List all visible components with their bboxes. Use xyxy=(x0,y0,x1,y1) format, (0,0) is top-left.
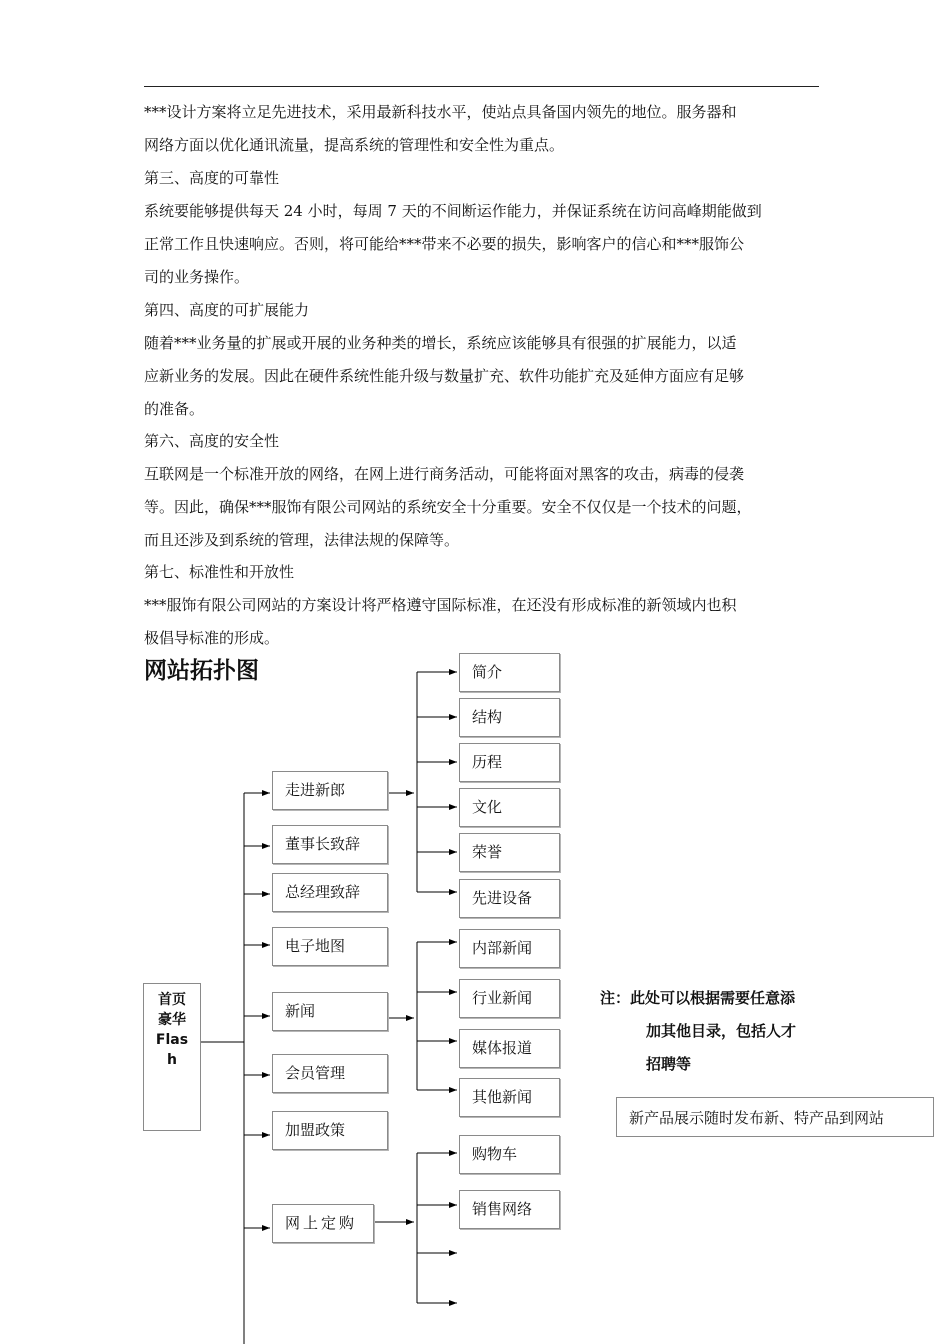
section-heading: 第七、标准性和开放性 xyxy=(144,563,295,581)
node-other-news: 其他新闻 xyxy=(459,1078,560,1117)
node-franchise: 加盟政策 xyxy=(272,1111,388,1150)
home-node-line: h xyxy=(167,1052,177,1068)
node-honors: 荣誉 xyxy=(459,833,560,872)
node-sales-network: 销售网络 xyxy=(459,1190,560,1229)
node-members: 会员管理 xyxy=(272,1054,388,1093)
diagram-note xyxy=(600,982,796,1081)
body-text-line: ***服饰有限公司网站的方案设计将严格遵守国际标准，在还没有形成标准的新领域内也积 xyxy=(144,596,737,614)
node-cart: 购物车 xyxy=(459,1135,560,1174)
note-line: 加其他目录，包括人才 xyxy=(646,1022,797,1040)
body-text-line: 司的业务操作。 xyxy=(144,268,250,286)
node-history: 历程 xyxy=(459,743,560,782)
diagram-title: 网站拓扑图 xyxy=(144,658,259,684)
body-text-line: 而且还涉及到系统的管理，法律法规的保障等。 xyxy=(144,531,460,549)
home-node-line: Flas xyxy=(155,1032,189,1048)
node-chairman-speech: 董事长致辞 xyxy=(272,825,388,864)
node-culture: 文化 xyxy=(459,788,560,827)
node-gm-speech: 总经理致辞 xyxy=(272,873,388,912)
body-text-line: 网络方面以优化通讯流量，提高系统的管理性和安全性为重点。 xyxy=(144,136,565,154)
body-text-line: ***设计方案将立足先进技术，采用最新科技水平，使站点具备国内领先的地位。服务器和 xyxy=(144,103,737,121)
body-text-line: 正常工作且快速响应。否则，将可能给***带来不必要的损失，影响客户的信心和***服饰公 xyxy=(144,235,745,253)
node-intro: 简介 xyxy=(459,653,560,692)
node-media-reports: 媒体报道 xyxy=(459,1029,560,1068)
section-heading: 第四、高度的可扩展能力 xyxy=(144,301,310,319)
home-node-line: 首页 xyxy=(158,992,186,1008)
node-structure: 结构 xyxy=(459,698,560,737)
node-industry-news: 行业新闻 xyxy=(459,979,560,1018)
node-online-order: 网上定购 xyxy=(272,1204,374,1243)
node-e-map: 电子地图 xyxy=(272,927,388,966)
node-internal-news: 内部新闻 xyxy=(459,929,560,968)
home-node xyxy=(143,983,201,1131)
section-heading: 第六、高度的安全性 xyxy=(144,432,280,450)
body-text-line: 系统要能够提供每天 24 小时，每周 7 天的不间断运作能力，并保证系统在访问高峰期能做到 xyxy=(144,202,762,220)
node-about: 走进新郎 xyxy=(272,771,388,810)
body-text-line: 互联网是一个标准开放的网络，在网上进行商务活动，可能将面对黑客的攻击，病毒的侵袭 xyxy=(144,465,745,483)
body-text-line: 极倡导标准的形成。 xyxy=(144,629,280,647)
body-text-line: 应新业务的发展。因此在硬件系统性能升级与数量扩充、软件功能扩充及延伸方面应有足够 xyxy=(144,367,745,385)
node-equipment: 先进设备 xyxy=(459,879,560,918)
node-news: 新闻 xyxy=(272,992,388,1031)
new-products-box: 新产品展示随时发布新、特产品到网站 xyxy=(616,1097,934,1137)
body-text-line: 随着***业务量的扩展或开展的业务种类的增长，系统应该能够具有很强的扩展能力，以适 xyxy=(144,334,737,352)
body-text-line: 的准备。 xyxy=(144,400,205,418)
body-text-line: 等。因此，确保***服饰有限公司网站的系统安全十分重要。安全不仅仅是一个技术的问题， xyxy=(144,498,752,516)
section-heading: 第三、高度的可靠性 xyxy=(144,169,280,187)
home-node-line: 豪华 xyxy=(158,1012,186,1028)
note-line: 招聘等 xyxy=(646,1055,692,1073)
note-line: 注：此处可以根据需要任意添 xyxy=(600,989,796,1007)
